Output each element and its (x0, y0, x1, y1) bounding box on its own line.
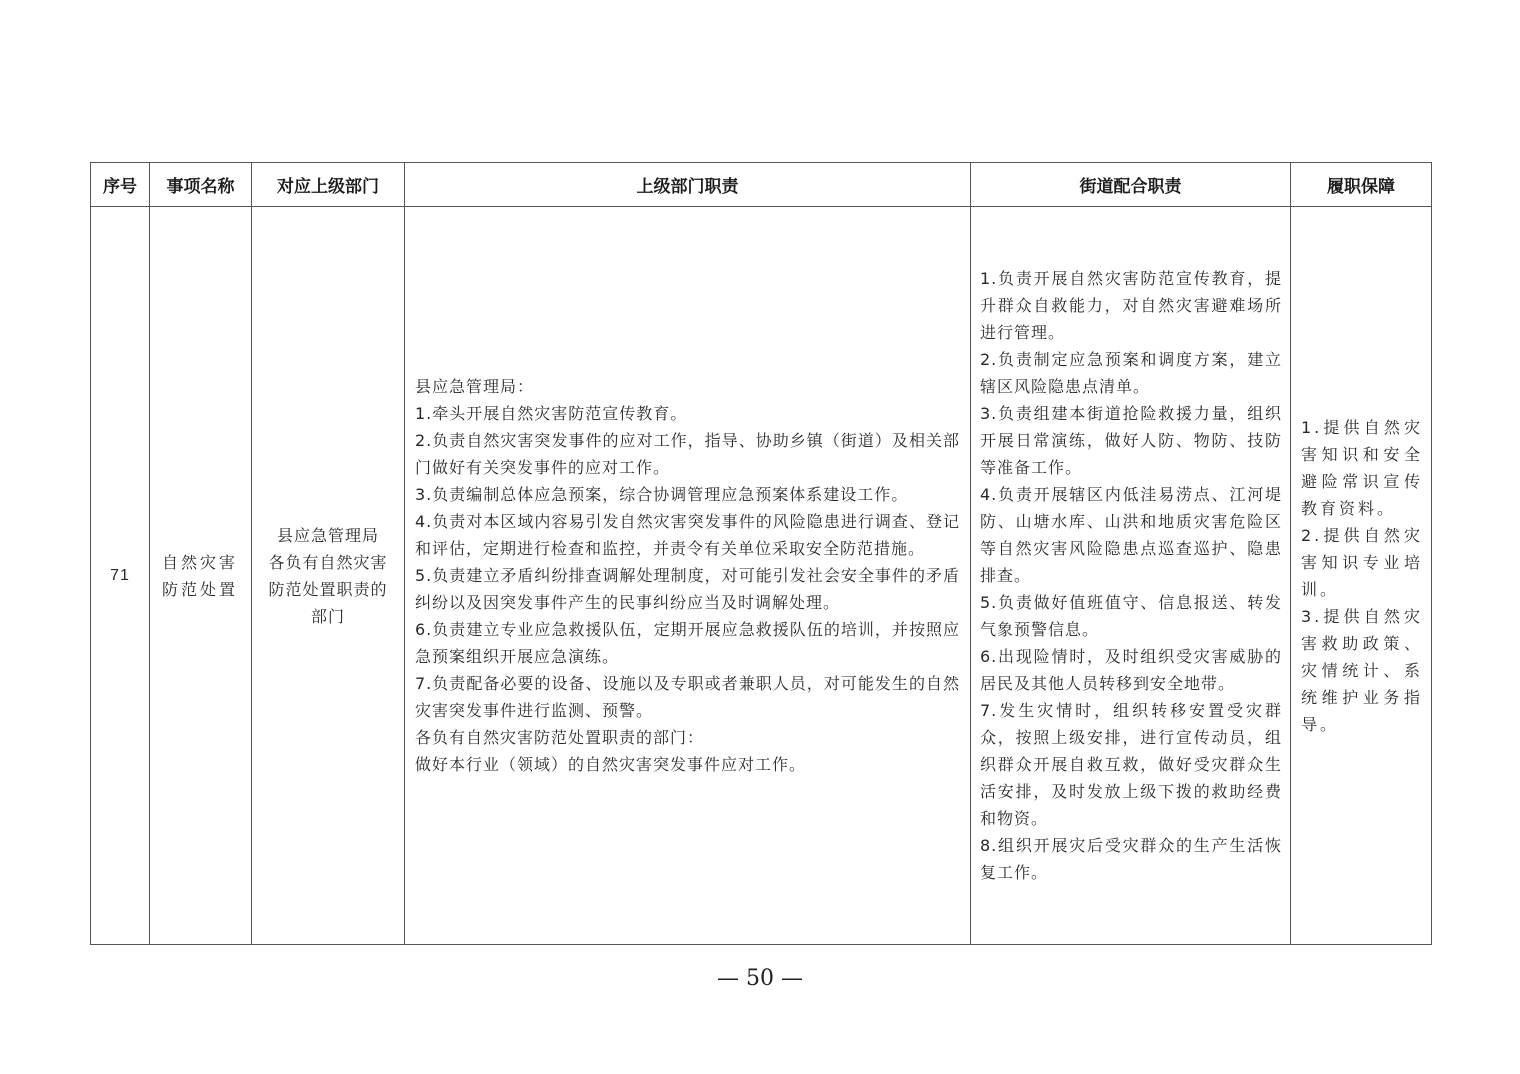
header-superior-duties: 上级部门职责 (405, 163, 971, 207)
cell-guarantee (1291, 207, 1432, 945)
department-line: 各负有自然灾害 (268, 552, 388, 572)
header-item-name: 事项名称 (150, 163, 252, 207)
department-line: 部门 (310, 606, 345, 626)
header-seq: 序号 (91, 163, 150, 207)
department-line: 县应急管理局 (276, 525, 379, 545)
cell-superior-department (252, 207, 405, 945)
header-street-duties: 街道配合职责 (971, 163, 1291, 207)
superior-duty-item: 1.牵头开展自然灾害防范宣传教育。 (415, 404, 688, 423)
street-duty-item: 7.发生灾情时，组织转移安置受灾群众，按照上级安排，进行宣传动员，组织群众开展自救互救，做好受灾群众生活安排，及时发放上级下拨的救助经费和物资。 (980, 701, 1282, 828)
street-duty-item: 4.负责开展辖区内低洼易涝点、江河堤防、山塘水库、山洪和地质灾害危险区等自然灾害风险隐患点巡查巡护、隐患排查。 (980, 485, 1282, 585)
superior-duty-item: 4.负责对本区域内容易引发自然灾害突发事件的风险隐患进行调查、登记和评估，定期进行检查和监控，并责令有关单位采取安全防范措施。 (415, 512, 960, 558)
street-duty-item: 8.组织开展灾后受灾群众的生产生活恢复工作。 (980, 836, 1282, 882)
table-row (91, 207, 1432, 945)
street-duty-item: 3.负责组建本街道抢险救援力量，组织开展日常演练，做好人防、物防、技防等准备工作。 (980, 404, 1282, 477)
cell-seq: 71 (91, 207, 150, 945)
guarantee-item: 2.提供自然灾害知识专业培训。 (1301, 525, 1423, 599)
superior-duty-item: 3.负责编制总体应急预案，综合协调管理应急预案体系建设工作。 (415, 485, 909, 504)
superior-duty-item: 县应急管理局： (415, 377, 535, 396)
cell-item-name (150, 207, 252, 945)
superior-duty-item: 5.负责建立矛盾纠纷排查调解处理制度，对可能引发社会安全事件的矛盾纠纷以及因突发事件产生的民事纠纷应当及时调解处理。 (415, 566, 960, 612)
header-superior-department: 对应上级部门 (252, 163, 405, 207)
header-guarantee: 履职保障 (1291, 163, 1432, 207)
guarantee-item: 3.提供自然灾害救助政策、灾情统计、系统维护业务指导。 (1301, 606, 1423, 734)
cell-street-duties (971, 207, 1291, 945)
superior-duty-item: 做好本行业（领域）的自然灾害突发事件应对工作。 (415, 755, 807, 774)
street-duty-item: 6.出现险情时，及时组织受灾害威胁的居民及其他人员转移到安全地带。 (980, 647, 1282, 693)
item-name-line: 防范处置 (162, 579, 239, 599)
street-duty-item: 1.负责开展自然灾害防范宣传教育，提升群众自救能力，对自然灾害避难场所进行管理。 (980, 269, 1282, 342)
department-line: 防范处置职责的 (268, 579, 388, 599)
superior-duty-item: 7.负责配备必要的设备、设施以及专职或者兼职人员，对可能发生的自然灾害突发事件进行监测、预警。 (415, 674, 960, 720)
street-duty-item: 5.负责做好值班值守、信息报送、转发气象预警信息。 (980, 593, 1282, 639)
item-name-line: 自然灾害 (162, 552, 239, 572)
guarantee-item: 1.提供自然灾害知识和安全避险常识宣传教育资料。 (1301, 417, 1423, 518)
duty-table (90, 162, 1432, 945)
superior-duty-item: 各负有自然灾害防范处置职责的部门： (415, 728, 705, 747)
table-header-row (91, 163, 1432, 207)
superior-duty-item: 6.负责建立专业应急救援队伍，定期开展应急救援队伍的培训，并按照应急预案组织开展应急演练。 (415, 620, 960, 666)
cell-superior-duties (405, 207, 971, 945)
street-duty-item: 2.负责制定应急预案和调度方案，建立辖区风险隐患点清单。 (980, 350, 1282, 396)
page-number: — 50 — (717, 966, 803, 991)
superior-duty-item: 2.负责自然灾害突发事件的应对工作，指导、协助乡镇（街道）及相关部门做好有关突发事件的应对工作。 (415, 431, 960, 477)
